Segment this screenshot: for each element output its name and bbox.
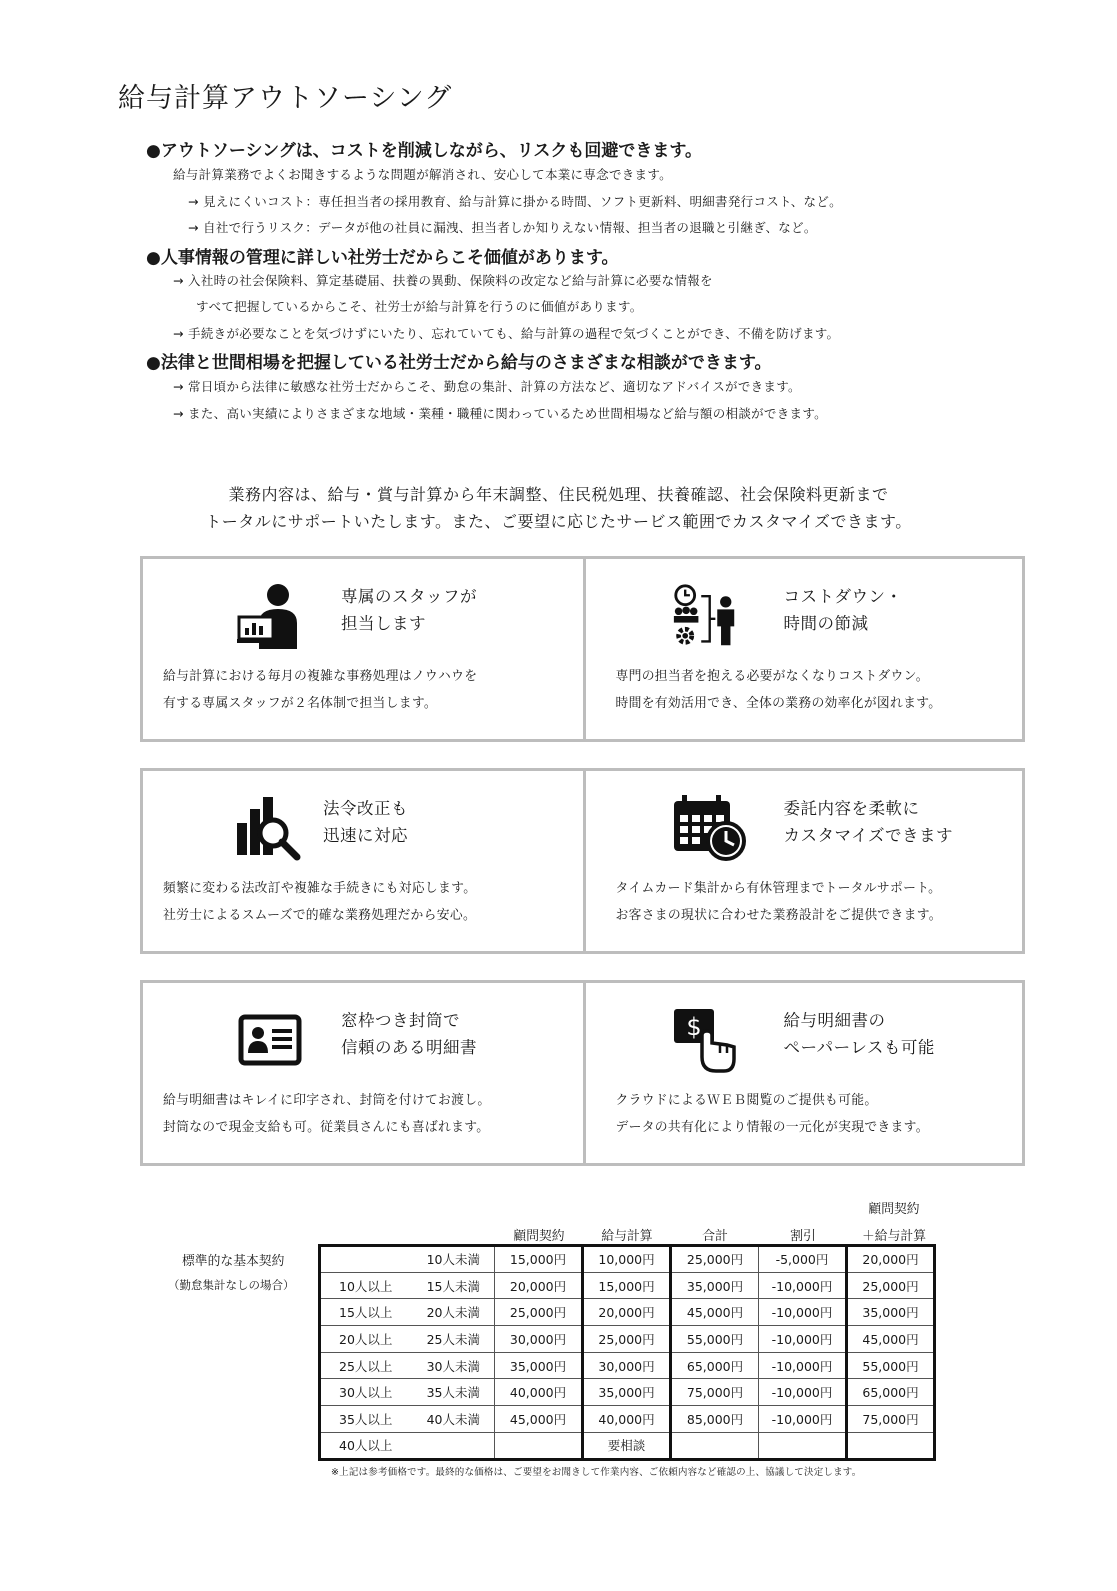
section-heading-personnel: ●人事情報の管理に詳しい社労士だからこそ価値があります。 (146, 248, 619, 268)
table-cell-disc: -10,000円 (759, 1326, 847, 1353)
feature-description: 専門の担当者を抱える必要がなくなりコストダウン。 時間を有効活用でき、全体の業務の効率化が図れます。 (615, 669, 942, 711)
table-cell-kyuyo: 25,000円 (583, 1326, 671, 1353)
table-cell-disc: -10,000円 (759, 1352, 847, 1379)
pricing-label: 標準的な基本契約 (182, 1254, 285, 1269)
table-cell-hi (397, 1432, 495, 1459)
table-cell-komon: 15,000円 (495, 1246, 583, 1273)
staff-icon (237, 583, 303, 649)
table-cell-disc: -10,000円 (759, 1272, 847, 1299)
svg-text:$: $ (685, 1013, 702, 1041)
feature-cost-time (583, 559, 1023, 739)
table-cell-kyuyo: 10,000円 (583, 1246, 671, 1273)
table-cell-kyuyo: 40,000円 (583, 1406, 671, 1433)
table-cell-sum: 25,000円 (671, 1246, 759, 1273)
feature-heading: 専属のスタッフが 担当します (341, 587, 477, 633)
paperless-icon (672, 1007, 738, 1073)
section-line: すべて把握しているからこそ、社労士が給与計算を行うのに価値があります。 (196, 299, 643, 314)
table-cell-sum: 35,000円 (671, 1272, 759, 1299)
feature-envelope (143, 983, 583, 1163)
pricing-note: ※上記は参考価格です。最終的な価格は、ご要望をお聞きして作業内容、ご依頼内容など確認の上、協議して決定します。 (331, 1467, 862, 1478)
table-cell-lo: 40人以上 (320, 1432, 397, 1459)
intro-line: トータルにサポートいたします。また、ご要望に応じたサービス範囲でカスタマイズできます。 (205, 512, 912, 531)
feature-law (143, 771, 583, 951)
feature-heading: コストダウン・ 時間の節減 (783, 587, 903, 633)
table-cell-hi: 35人未満 (397, 1379, 495, 1406)
table-cell-disc (759, 1432, 847, 1459)
table-row (320, 1299, 935, 1326)
table-cell-tot: 35,000円 (847, 1299, 935, 1326)
feature-description: タイムカード集計から有休管理までトータルサポート。 お客さまの現状に合わせた業務設計をご提供できます。 (615, 881, 942, 923)
feature-description: 頻繁に変わる法改訂や複雑な手続きにも対応します。 社労士によるスムーズで的確な業務処理だから安心。 (163, 881, 477, 923)
table-cell-tot: 55,000円 (847, 1352, 935, 1379)
table-cell-komon: 30,000円 (495, 1326, 583, 1353)
pricing-table (318, 1244, 936, 1461)
table-row (320, 1272, 935, 1299)
table-cell-disc: -10,000円 (759, 1379, 847, 1406)
table-cell-kyuyo: 35,000円 (583, 1379, 671, 1406)
table-cell-lo: 30人以上 (320, 1379, 397, 1406)
table-cell-tot: 65,000円 (847, 1379, 935, 1406)
section-heading-law: ●法律と世間相場を把握している社労士だから給与のさまざまな相談ができます。 (146, 353, 772, 373)
table-cell-sum (671, 1432, 759, 1459)
table-cell-kyuyo: 15,000円 (583, 1272, 671, 1299)
feature-customize (583, 771, 1023, 951)
table-cell-disc: -10,000円 (759, 1406, 847, 1433)
id-card-icon (237, 1007, 303, 1073)
table-cell-tot (847, 1432, 935, 1459)
table-cell-lo: 10人以上 (320, 1272, 397, 1299)
section-line: → 入社時の社会保険料、算定基礎届、扶養の異動、保険料の改定など給与計算に必要な情報を (173, 273, 713, 288)
table-cell-sum: 85,000円 (671, 1406, 759, 1433)
feature-description: クラウドによるＷＥＢ閲覧のご提供も可能。 データの共有化により情報の一元化が実現できます。 (615, 1093, 929, 1135)
table-cell-hi: 15人未満 (397, 1272, 495, 1299)
feature-description: 給与計算における毎月の複雑な事務処理はノウハウを 有する専属スタッフが２名体制で担当します。 (163, 669, 478, 711)
table-cell-sum: 55,000円 (671, 1326, 759, 1353)
section-line: → 自社で行うリスク：データが他の社員に漏洩、担当者しか知りえない情報、担当者の退職と引継ぎ、など。 (188, 220, 817, 235)
feature-row (140, 980, 1025, 1166)
feature-heading: 給与明細書の ペーパーレスも可能 (783, 1011, 935, 1057)
section-line: → 手続きが必要なことを気づけずにいたり、忘れていても、給与計算の過程で気づくことができ、不備を防げます。 (173, 326, 840, 341)
header-discount: 割引 (790, 1229, 816, 1244)
feature-heading: 法令改正も 迅速に対応 (323, 799, 408, 845)
table-cell-komon: 25,000円 (495, 1299, 583, 1326)
table-cell-hi: 20人未満 (397, 1299, 495, 1326)
table-cell-komon (495, 1432, 583, 1459)
table-cell-komon: 40,000円 (495, 1379, 583, 1406)
section-line: → 常日頃から法律に敏感な社労士だからこそ、勤怠の集計、計算の方法など、適切なアドバイスができます。 (173, 379, 801, 394)
table-cell-komon: 35,000円 (495, 1352, 583, 1379)
table-cell-lo (320, 1246, 397, 1273)
table-cell-sum: 45,000円 (671, 1299, 759, 1326)
table-row (320, 1246, 935, 1273)
header-komon: 顧問契約 (513, 1229, 565, 1244)
cost-time-icon (672, 583, 738, 649)
table-cell-kyuyo: 30,000円 (583, 1352, 671, 1379)
table-cell-sum: 65,000円 (671, 1352, 759, 1379)
table-cell-hi: 30人未満 (397, 1352, 495, 1379)
header-total-bottom: ＋給与計算 (862, 1229, 926, 1244)
table-cell-kyuyo: 20,000円 (583, 1299, 671, 1326)
header-sum: 合計 (702, 1229, 728, 1244)
intro-line: 業務内容は、給与・賞与計算から年末調整、住民税処理、扶養確認、社会保険料更新まで (228, 485, 889, 504)
feature-heading: 窓枠つき封筒で 信頼のある明細書 (341, 1011, 477, 1057)
header-kyuyo: 給与計算 (601, 1229, 653, 1244)
section-heading-outsourcing: ●アウトソーシングは、コストを削減しながら、リスクも回避できます。 (146, 141, 703, 161)
table-cell-lo: 25人以上 (320, 1352, 397, 1379)
header-total-top: 顧問契約 (868, 1202, 920, 1217)
pricing-sublabel: （勤怠集計なしの場合） (168, 1278, 295, 1292)
section-line: 給与計算業務でよくお聞きするような問題が解消され、安心して本業に専念できます。 (173, 167, 672, 182)
table-cell-komon: 20,000円 (495, 1272, 583, 1299)
table-row (320, 1326, 935, 1353)
table-cell-lo: 20人以上 (320, 1326, 397, 1353)
feature-row (140, 556, 1025, 742)
table-cell-hi: 40人未満 (397, 1406, 495, 1433)
calendar-clock-icon (672, 795, 748, 861)
table-row (320, 1379, 935, 1406)
table-cell-hi: 25人未満 (397, 1326, 495, 1353)
table-cell-hi: 10人未満 (397, 1246, 495, 1273)
feature-paperless (583, 983, 1023, 1163)
table-row (320, 1432, 935, 1459)
table-row (320, 1406, 935, 1433)
table-cell-lo: 15人以上 (320, 1299, 397, 1326)
table-cell-komon: 45,000円 (495, 1406, 583, 1433)
feature-heading: 委託内容を柔軟に カスタマイズできます (783, 799, 954, 845)
table-cell-sum: 75,000円 (671, 1379, 759, 1406)
law-search-icon (235, 795, 301, 861)
table-row (320, 1352, 935, 1379)
table-cell-disc: -10,000円 (759, 1299, 847, 1326)
table-cell-disc: -5,000円 (759, 1246, 847, 1273)
table-cell-tot: 25,000円 (847, 1272, 935, 1299)
table-cell-lo: 35人以上 (320, 1406, 397, 1433)
table-cell-tot: 20,000円 (847, 1246, 935, 1273)
section-line: → また、高い実績によりさまざまな地域・業種・職種に関わっているため世間相場など給与額の相談ができます。 (173, 406, 827, 421)
feature-description: 給与明細書はキレイに印字され、封筒を付けてお渡し。 封筒なので現金支給も可。従業員さんにも喜ばれます。 (163, 1093, 491, 1135)
table-cell-tot: 75,000円 (847, 1406, 935, 1433)
section-line: → 見えにくいコスト：専任担当者の採用教育、給与計算に掛かる時間、ソフト更新料、明細書発行コスト、など。 (188, 194, 842, 209)
page-title: 給与計算アウトソーシング (118, 83, 453, 114)
feature-row (140, 768, 1025, 954)
feature-staff (143, 559, 583, 739)
table-cell-tot: 45,000円 (847, 1326, 935, 1353)
table-cell-kyuyo: 要相談 (583, 1432, 671, 1459)
